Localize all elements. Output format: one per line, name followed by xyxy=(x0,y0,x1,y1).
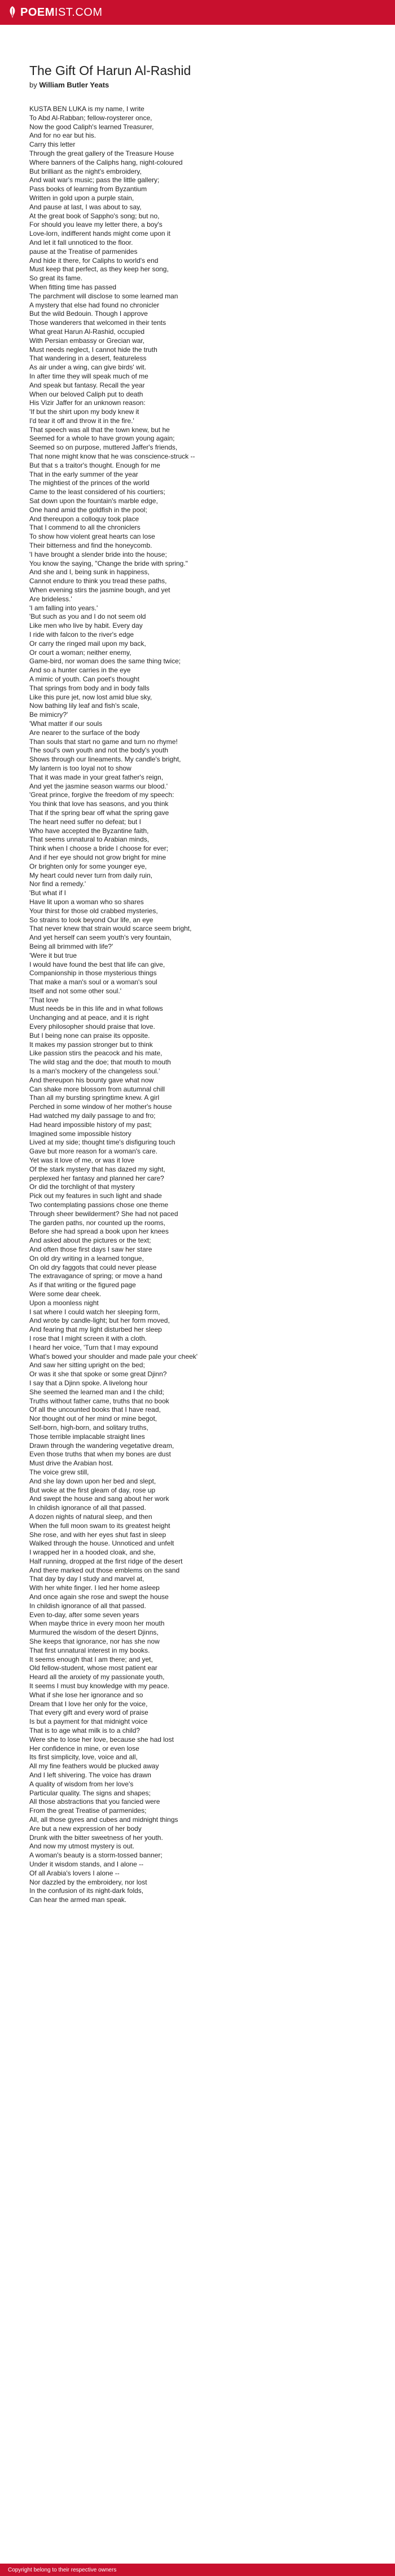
poem-line: The mightiest of the princes of the world xyxy=(29,479,150,487)
poem-line: Nor find a remedy.' xyxy=(29,880,86,888)
poem-line: The parchment will disclose to some learned man xyxy=(29,292,178,300)
quill-pen-icon xyxy=(8,6,17,19)
poem-line: Your thirst for those old crabbed mysteries, xyxy=(29,906,158,915)
poem-line: What if she lose her ignorance and so xyxy=(29,1690,143,1699)
poem-line: Have lit upon a woman who so shares xyxy=(29,897,144,906)
poem-line: The soul's own youth and not the body's youth xyxy=(29,746,169,755)
poem-line: Perched in some window of her mother's house xyxy=(29,1103,172,1111)
poem-line: When our beloved Caliph put to death xyxy=(29,390,143,398)
poem-line: Are but a new expression of her body xyxy=(29,1824,142,1833)
poem-line: Written in gold upon a purple stain, xyxy=(29,193,134,202)
poem-line: That never knew that strain would scarce seem bright, xyxy=(29,924,192,933)
poem-line: Unchanging and at peace, and it is right xyxy=(29,1014,149,1022)
poem-line: But I being none can praise its opposite. xyxy=(29,1031,150,1040)
poem-line: 'That love xyxy=(29,996,59,1004)
poem-line: 'What matter if our souls xyxy=(29,719,102,728)
poem-line: Where banners of the Caliphs hang, night-coloured xyxy=(29,158,183,166)
poem-line: In childish ignorance of all that passed. xyxy=(29,1601,146,1610)
poem-line: Seemed for a whole to have grown young again; xyxy=(29,434,175,443)
poem-line: The extravagance of spring; or move a hand xyxy=(29,1272,163,1280)
poem-line: In childish ignorance of all that passed. xyxy=(29,1504,146,1512)
poem-line: I heard her voice, 'Turn that I may expound xyxy=(29,1343,158,1351)
poem-line: When maybe thrice in every moon her mouth xyxy=(29,1619,165,1628)
poem-line: But that s a traitor's thought. Enough for me xyxy=(29,461,160,469)
poem-line: What great Harun Al-Rashid, occupied xyxy=(29,327,145,336)
poem-line: And if her eye should not grow bright for mine xyxy=(29,853,166,861)
poem-line: And she and I, being sunk in happiness, xyxy=(29,568,150,576)
poem-line: Cannot endure to think you tread these paths, xyxy=(29,577,167,585)
poem-line: Seemed so on purpose, muttered Jaffer's friends, xyxy=(29,443,178,452)
poem-line: Even to-day, after some seven years xyxy=(29,1610,139,1619)
poem-line: The heart need suffer no defeat; but I xyxy=(29,817,141,826)
poem-line: Now the good Caliph's learned Treasurer, xyxy=(29,122,154,131)
poem-line: Those wanderers that welcomed in their tents xyxy=(29,319,166,327)
poem-line: Lived at my side; thought time's disfiguring touch xyxy=(29,1138,175,1147)
poem-line: I rose that I might screen it with a cloth. xyxy=(29,1334,147,1342)
poem-line: And thereupon a colloquy took place xyxy=(29,514,139,523)
poem-line: Must drive the Arabian host. xyxy=(29,1459,113,1468)
poem-line: Shows through our lineaments. My candle's bright, xyxy=(29,755,181,764)
poem-byline xyxy=(29,81,366,89)
poem-line: 'Were it but true xyxy=(29,951,77,959)
poem-line: Under it wisdom stands, and I alone -- xyxy=(29,1860,144,1868)
poem-line: Or carry the ringed mail upon my back, xyxy=(29,639,146,648)
poem-line: Their bitterness and find the honeycomb. xyxy=(29,541,152,550)
poem-line: In the confusion of its night-dark folds, xyxy=(29,1887,144,1895)
poem-line: Even those truths that when my bones are dust xyxy=(29,1450,171,1459)
poem-line: And yet the jasmine season warms our blood.' xyxy=(29,782,168,790)
poem-line: Old fellow-student, whose most patient ear xyxy=(29,1664,157,1672)
poem-line: Is but a payment for that midnight voice xyxy=(29,1718,148,1726)
poem-line: Pass books of learning from Byzantium xyxy=(29,185,147,193)
poem-line: You think that love has seasons, and you think xyxy=(29,800,169,808)
poem-line: I would have found the best that life can give, xyxy=(29,960,165,968)
poem-line: 'I have brought a slender bride into the house; xyxy=(29,550,167,558)
poem-line: That in the early summer of the year xyxy=(29,470,138,478)
poem-line: Every philosopher should praise that love. xyxy=(29,1023,155,1031)
poem-line: Love-lorn, indifferent hands might come upon it xyxy=(29,230,170,238)
poem-line: Nor thought out of her mind or mine begot, xyxy=(29,1415,157,1423)
poem-line: Must needs neglect, I cannot hide the truth xyxy=(29,345,157,354)
poem-author[interactable]: William Butler Yeats xyxy=(39,81,109,89)
poem-line: Half running, dropped at the first ridge of the desert xyxy=(29,1557,183,1565)
poem-line: With her white finger. I led her home asleep xyxy=(29,1584,160,1592)
poem-line: 'Great prince, forgive the freedom of my speech: xyxy=(29,791,174,799)
poem-line: Came to the least considered of his courtiers; xyxy=(29,488,165,496)
poem-line: To show how violent great hearts can lose xyxy=(29,532,155,541)
poem-line: A dozen nights of natural sleep, and then xyxy=(29,1512,152,1521)
poem-line: Is a man's mockery of the changeless soul.' xyxy=(29,1067,160,1076)
poem-line: Or court a woman; neither enemy, xyxy=(29,648,131,657)
poem-line: Gave but more reason for a woman's care. xyxy=(29,1147,158,1156)
poem-line: But the wild Bedouin. Though I approve xyxy=(29,310,148,318)
poem-line: But brilliant as the night's embroidery, xyxy=(29,167,142,175)
poem-line: perplexed her fantasy and planned her care? xyxy=(29,1174,164,1182)
poem-line: All, all those gyres and cubes and midnight things xyxy=(29,1816,178,1824)
poem-line: It seems enough that I am there; and yet, xyxy=(29,1655,153,1663)
poem-line: You know the saying, "Change the bride with spring." xyxy=(29,559,188,567)
poem-line: And saw her sitting upright on the bed; xyxy=(29,1361,145,1370)
poem-line: That if the spring bear off what the spring gave xyxy=(29,808,169,817)
poem-line: Of all the uncounted books that I have read, xyxy=(29,1406,161,1414)
site-logo[interactable] xyxy=(8,6,103,19)
poem-line: Are nearer to the surface of the body xyxy=(29,728,140,737)
poem-line: All my fine feathers would be plucked away xyxy=(29,1762,159,1771)
poem-line: In after time they will speak much of me xyxy=(29,372,148,380)
poem-line: That make a man's soul or a woman's soul xyxy=(29,978,157,987)
poem-line: And speak but fantasy. Recall the year xyxy=(29,381,145,389)
poem-line: Drunk with the bitter sweetness of her youth. xyxy=(29,1833,163,1842)
poem-line: Game-bird, nor woman does the same thing twice; xyxy=(29,657,181,666)
poem-line: And yet herself can seem youth's very fountain, xyxy=(29,933,172,942)
poem-line: Than all my bursting springtime knew. A girl xyxy=(29,1094,160,1102)
footer-copyright: Copyright belong to their respective owners xyxy=(8,2566,117,2573)
poem-line: As air under a wing, can give birds' wit. xyxy=(29,363,147,372)
poem-line: And wait war's music; pass the little gallery; xyxy=(29,176,160,184)
poem-line: Those terrible implacable straight lines xyxy=(29,1432,145,1441)
poem-line: That seems unnatural to Arabian minds, xyxy=(29,835,150,844)
poem-line: Upon a moonless night xyxy=(29,1298,99,1307)
poem-line: The garden paths, nor counted up the rooms, xyxy=(29,1218,165,1227)
poem-line: At the great book of Sappho's song; but no, xyxy=(29,212,160,220)
poem-body xyxy=(29,105,366,1905)
poem-line: On old dry faggots that could never please xyxy=(29,1263,157,1271)
poem-line: His Vizir Jaffer for an unknown reason: xyxy=(29,399,146,407)
poem-line: And swept the house and sang about her work xyxy=(29,1495,169,1503)
poem-line: Must keep that perfect, as they keep her song, xyxy=(29,265,169,274)
poem-line: Before she had spread a book upon her knees xyxy=(29,1227,169,1236)
poem-line: To Abd Al-Rabban; fellow-roysterer once, xyxy=(29,113,152,122)
poem-line: My lantern is too loyal not to show xyxy=(29,764,131,772)
poem-line: And now my utmost mystery is out. xyxy=(29,1842,135,1851)
poem-line: That day by day I study and marvel at, xyxy=(29,1575,144,1583)
poem-line: Or did the torchlight of that mystery xyxy=(29,1183,135,1191)
poem-line: Itself and not some other soul.' xyxy=(29,987,122,995)
poem-line: Were some dear cheek. xyxy=(29,1289,102,1298)
poem-line: Heard all the anxiety of my passionate youth, xyxy=(29,1673,165,1681)
poem-line: Than souls that start no game and turn no rhyme! xyxy=(29,737,178,746)
logo-text-light: IST.COM xyxy=(54,6,103,19)
poem-line: On old dry writing in a learned tongue, xyxy=(29,1254,144,1262)
poem-line: Two contemplating passions chose one theme xyxy=(29,1201,169,1209)
poem-line: Pick out my features in such light and shade xyxy=(29,1192,162,1200)
poem-line: Must needs be in this life and in what follows xyxy=(29,1005,163,1013)
poem-line: Like men who live by habit. Every day xyxy=(29,622,143,630)
poem-content xyxy=(0,25,395,1905)
poem-line: Particular quality. The signs and shapes; xyxy=(29,1789,151,1797)
poem-line: That it was made in your great father's reign, xyxy=(29,773,164,781)
poem-line: Self-born, high-born, and solitary truths, xyxy=(29,1423,148,1432)
poem-line: Of the stark mystery that has dazed my sight, xyxy=(29,1165,165,1173)
poem-line: Now bathing lily leaf and fish's scale, xyxy=(29,702,140,710)
poem-line: And for no ear but his. xyxy=(29,131,96,140)
poem-line: I wrapped her in a hooded cloak, and she, xyxy=(29,1548,156,1557)
poem-line: Murmured the wisdom of the desert Djinns, xyxy=(29,1628,159,1637)
poem-line: Its first simplicity, love, voice and all, xyxy=(29,1753,138,1762)
poem-line: That I commend to all the chroniclers xyxy=(29,523,141,532)
poem-line: She seemed the learned man and I the child; xyxy=(29,1388,164,1396)
poem-line: She keeps that ignorance, nor has she now xyxy=(29,1637,160,1646)
poem-line: Yet was it love of me, or was it love xyxy=(29,1156,135,1165)
poem-line: And there marked out those emblems on the sand xyxy=(29,1566,180,1574)
poem-line: That first unnatural interest in my books. xyxy=(29,1646,150,1654)
poem-line: Her confidence in mine, or even lose xyxy=(29,1744,139,1752)
poem-line: When fitting time has passed xyxy=(29,283,117,291)
poem-line: Drawn through the wandering vegetative dream, xyxy=(29,1441,174,1450)
byline-prefix: by xyxy=(29,81,37,89)
poem-line: What's bowed your shoulder and made pale your cheek' xyxy=(29,1352,198,1360)
poem-line: Who have accepted the Byzantine faith, xyxy=(29,826,149,835)
poem-line: I'd tear it off and throw it in the fire.' xyxy=(29,416,134,425)
poem-line: I sat where I could watch her sleeping form, xyxy=(29,1307,160,1316)
poem-line: Companionship in those mysterious things xyxy=(29,969,157,977)
poem-line: The voice grew still, xyxy=(29,1468,89,1476)
poem-line: That every gift and every word of praise xyxy=(29,1708,148,1717)
poem-line: I ride with falcon to the river's edge xyxy=(29,631,134,639)
poem-line: Nor dazzled by the embroidery, nor lost xyxy=(29,1878,147,1886)
poem-line: A woman's beauty is a storm-tossed banner; xyxy=(29,1851,163,1860)
poem-line: A mystery that else had found no chronicler xyxy=(29,301,160,309)
poem-line: One hand amid the goldfish in the pool; xyxy=(29,505,147,514)
poem-line: As if that writing or the figured page xyxy=(29,1281,136,1289)
poem-line: She rose, and with her eyes shut fast in sleep xyxy=(29,1530,166,1539)
poem-line: That speech was all that the town knew, but he xyxy=(29,425,170,434)
poem-line: Can hear the armed man speak. xyxy=(29,1896,127,1904)
poem-line: Like passion stirs the peacock and his mate, xyxy=(29,1049,163,1058)
poem-line: Are brideless.' xyxy=(29,595,72,603)
poem-line: That none might know that he was conscience-struck -- xyxy=(29,452,195,461)
poem-line: Imagined some impossible history xyxy=(29,1129,131,1138)
site-footer xyxy=(0,2564,395,2576)
site-header xyxy=(0,0,395,25)
poem-line: Sat down upon the fountain's marble edge, xyxy=(29,497,158,505)
poem-line: Walked through the house. Unnoticed and unfelt xyxy=(29,1539,174,1548)
poem-line: For should you leave my letter there, a boy's xyxy=(29,221,163,229)
poem-line: 'I am falling into years.' xyxy=(29,604,98,612)
poem-line: So great its fame. xyxy=(29,274,83,283)
poem-line: Think when I choose a bride I choose for ever; xyxy=(29,844,169,853)
poem-line: pause at the Treatise of parmenides xyxy=(29,247,138,256)
poem-line: And let it fall unnoticed to the floor. xyxy=(29,238,133,246)
poem-line: From the great Treatise of parmenides; xyxy=(29,1807,147,1815)
poem-line: Truths without father came, truths that no book xyxy=(29,1397,169,1405)
poem-line: Or was it she that spoke or some great Djinn? xyxy=(29,1370,167,1379)
poem-line: Carry this letter xyxy=(29,140,76,149)
poem-line: And so a hunter carries in the eye xyxy=(29,666,131,675)
poem-line: And pause at last, I was about to say, xyxy=(29,202,142,211)
poem-line: Can shake more blossom from autumnal chill xyxy=(29,1085,165,1093)
poem-line: And often those first days I saw her stare xyxy=(29,1245,152,1253)
poem-line: Had heard impossible history of my past; xyxy=(29,1120,152,1129)
poem-line: That springs from body and in body falls xyxy=(29,684,150,692)
poem-line: A quality of wisdom from her love's xyxy=(29,1780,134,1788)
poem-line: When evening stirs the jasmine bough, and yet xyxy=(29,586,170,595)
poem-line: It makes my passion stronger but to think xyxy=(29,1040,153,1049)
poem-line: My heart could never turn from daily ruin, xyxy=(29,871,153,879)
poem-line: And hide it there, for Caliphs to world's end xyxy=(29,256,159,265)
poem-line: And wrote by candle-light; but her form moved, xyxy=(29,1316,170,1325)
poem-line: 'But what if I xyxy=(29,889,66,897)
poem-line: When the full moon swam to its greatest height xyxy=(29,1521,170,1530)
poem-line: Or brighten only for some younger eye, xyxy=(29,862,147,870)
poem-line: Be mimicry?' xyxy=(29,711,68,719)
poem-line: Were she to lose her love, because she had lost xyxy=(29,1735,174,1743)
poem-line: All those abstractions that you fancied were xyxy=(29,1798,160,1806)
poem-line: So strains to look beyond Our life, an eye xyxy=(29,915,153,924)
poem-line: And I left shivering. The voice has drawn xyxy=(29,1771,151,1780)
poem-line: The wild stag and the doe; that mouth to mouth xyxy=(29,1058,171,1067)
poem-line: Through sheer bewilderment? She had not paced xyxy=(29,1209,178,1218)
poem-line: And once again she rose and swept the house xyxy=(29,1593,169,1601)
poem-line: That is to age what milk is to a child? xyxy=(29,1727,141,1735)
poem-line: Of all Arabia's lovers I alone -- xyxy=(29,1869,120,1877)
poem-line: That wandering in a desert, featureless xyxy=(29,354,147,363)
poem-line: But woke at the first gleam of day, rose up xyxy=(29,1486,156,1494)
poem-line: I say that a Djinn spoke. A livelong hour xyxy=(29,1379,148,1387)
poem-line: Dream that I love her only for the voice, xyxy=(29,1699,148,1708)
poem-line: With Persian embassy or Grecian war, xyxy=(29,336,145,345)
poem-line: And thereupon his bounty gave what now xyxy=(29,1076,154,1084)
poem-line: Like this pure jet, now lost amid blue sky, xyxy=(29,693,152,701)
poem-line: KUSTA BEN LUKA is my name, I write xyxy=(29,105,144,113)
poem-line: It seems I must buy knowledge with my peace. xyxy=(29,1682,170,1690)
poem-line: And asked about the pictures or the text; xyxy=(29,1236,151,1245)
poem-line: 'But such as you and I do not seem old xyxy=(29,613,146,621)
poem-title: The Gift Of Harun Al-Rashid xyxy=(29,63,191,78)
poem-line: Had watched my daily passage to and fro; xyxy=(29,1112,156,1120)
poem-line: 'If but the shirt upon my body knew it xyxy=(29,408,139,416)
logo-text-bold: POEM xyxy=(20,6,55,19)
poem-line: Being all brimmed with life?' xyxy=(29,942,113,950)
poem-line: A mimic of youth. Can poet's thought xyxy=(29,675,140,683)
poem-line: And she lay down upon her bed and slept, xyxy=(29,1477,156,1485)
poem-line: And fearing that my light disturbed her sleep xyxy=(29,1326,162,1334)
poem-line: Through the great gallery of the Treasure House xyxy=(29,149,174,157)
